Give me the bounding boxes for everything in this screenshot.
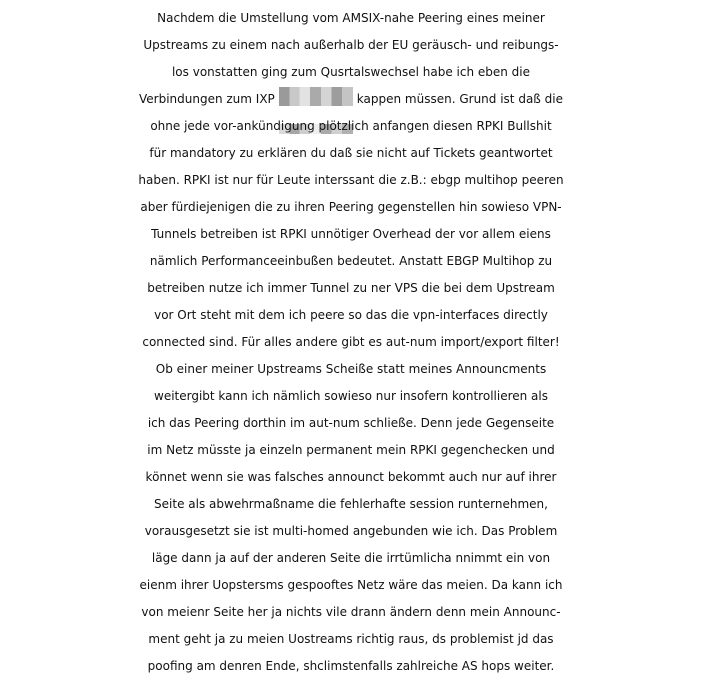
text-line-1: Nachdem die Umstellung vom AMSIX-nahe Peering eines meiner [157,11,545,25]
text-line-13: connected sind. Für alles andere gibt es aut-num import/export filter! [142,335,560,349]
text-line-21: läge dann ja auf der anderen Seite die irrtümlicha nnimmt ein von [151,551,551,565]
text-line-5: ohne jede vor-ankündigung plötzlich anfangen diesen RPKI Bullshit [150,119,552,133]
text-line-23: von meienr Seite her ja nichts vile drann ändern denn mein Announc- [141,605,561,619]
text-line-2: Upstreams zu einem nach außerhalb der EU geräusch- und reibungs- [143,38,559,52]
redacted-ixp-name [279,87,353,106]
text-line-7: haben. RPKI ist nur für Leute interssant die z.B.: ebgp multihop peeren [138,173,564,187]
document-body [0,5,702,680]
text-line-9: Tunnels betreiben ist RPKI unnötiger Overhead der vor allem eiens [151,227,551,241]
text-line-18: könnet wenn sie was falsches announct bekommt auch nur auf ihrer [145,470,557,484]
text-line-4-before: Verbindungen zum IXP [138,92,275,106]
text-line-15: weitergibt kann ich nämlich sowieso nur insofern kontrollieren als [154,389,548,403]
text-line-25: poofing am denren Ende, shclimstenfalls zahlreiche AS hops weiter. [147,659,555,673]
text-line-22: eienm ihrer Uopstersms gespooftes Netz wäre das meien. Da kann ich [139,578,563,592]
text-line-17: im Netz müsste ja einzeln permanent mein RPKI gegenchecken und [147,443,555,457]
text-line-11: betreiben nutze ich immer Tunnel zu ner VPS die bei dem Upstream [147,281,555,295]
text-line-24: ment geht ja zu meien Uostreams richtig raus, ds problemist jd das [148,632,554,646]
text-line-10: nämlich Performanceeinbußen bedeutet. Anstatt EBGP Multihop zu [149,254,553,268]
text-line-3: los vonstatten ging zum Qusrtalswechsel habe ich eben die [171,65,531,79]
text-line-4 [0,86,702,113]
text-line-16: ich das Peering dorthin im aut-num schließe. Denn jede Gegenseite [147,416,555,430]
text-line-19: Seite als abwehrmaßname die fehlerhafte session runternehmen, [154,497,548,511]
text-line-12: vor Ort steht mit dem ich peere so das die vpn-interfaces directly [154,308,548,322]
text-line-20: vorausgesetzt sie ist multi-homed angebunden wie ich. Das Problem [144,524,558,538]
text-line-8: aber fürdiejenigen die zu ihren Peering gegenstellen hin sowieso VPN- [140,200,562,214]
text-line-6: für mandatory zu erklären du daß sie nicht auf Tickets geantwortet [149,146,553,160]
text-line-14: Ob einer meiner Upstreams Scheiße statt meines Announcments [155,362,547,376]
text-line-4-after: kappen müssen. Grund ist daß die [356,92,563,106]
